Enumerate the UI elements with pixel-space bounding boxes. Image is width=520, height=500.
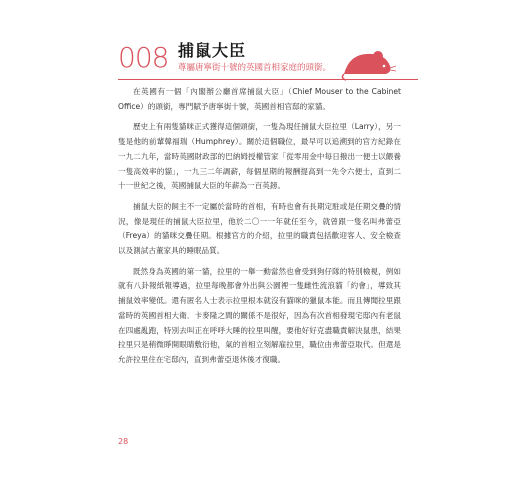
paragraph: 歷史上有兩隻貓咪正式獲得這個頭銜，一隻為現任捕鼠大臣拉里（Larry），另一隻是他的前輩韓福瑞（Humphrey）。關於這個職位，最早可以追溯到的官方紀錄在一九二九年，當時英國財政部的巴納姆授權管家「從零用金中每日撥出一便士以餵養一隻高效率的貓」，一九三二年調薪，每個星期的報酬提高到一先令六便士，直到二十一世紀之後，英國捕鼠大臣的年薪為一百英鎊。 [118, 122, 401, 191]
header-divider [118, 79, 418, 80]
chapter-subtitle: 尊屬唐寧街十號的英國首相家庭的頭銜。 [178, 63, 332, 73]
chapter-number: 008 [118, 41, 169, 74]
paragraph: 既然身為英國的第一貓，拉里的一舉一動當然也會受到狗仔隊的特別檢視，例如就有八卦報紙報導過，拉里每晚都會外出與公園裡一隻雌性流浪貓「約會」，導致其捕鼠效率變低。還有匿名人士表示拉里根本就沒有貓咪的獵鼠本能。而且傳聞拉里跟當時的英國首相大衛．卡麥隆之間的關係不是很好，因為有次首相發現宅邸內有老鼠在四處亂跑，特別去叫正在呼呼大睡的拉里叫醒，要他好好克盡職責解決鼠患，結果拉里只是稍微睜開眼睛敷衍他，氣的首相立刻解雇拉里，職位由弗蕾亞取代。但還是允許拉里住在宅邸內，直到弗蕾亞退休後才復職。 [118, 266, 401, 364]
paragraph: 在英國有一個「內閣辦公廳首席捕鼠大臣」（Chief Mouser to the Cabinet Office）的頭銜，專門賦予唐寧街十號，英國首相官邸的家貓。 [118, 87, 401, 111]
chapter-title: 捕鼠大臣 [178, 41, 247, 60]
page-number: 28 [118, 437, 129, 446]
paragraph: 捕鼠大臣的飼主不一定屬於當時的首相，有時也會有長期定駐或是任期交疊的情況，像是現任的捕鼠大臣拉里，他於二〇一一年就任至今，就曾跟一隻名叫弗蕾亞（Freya）的貓咪交疊任期。根據官方的介紹，拉里的職責包括歡迎客人、安全檢查以及測試古董家具的睡眠品質。 [118, 201, 401, 256]
mouse-icon [340, 42, 396, 82]
article-body [118, 85, 401, 374]
